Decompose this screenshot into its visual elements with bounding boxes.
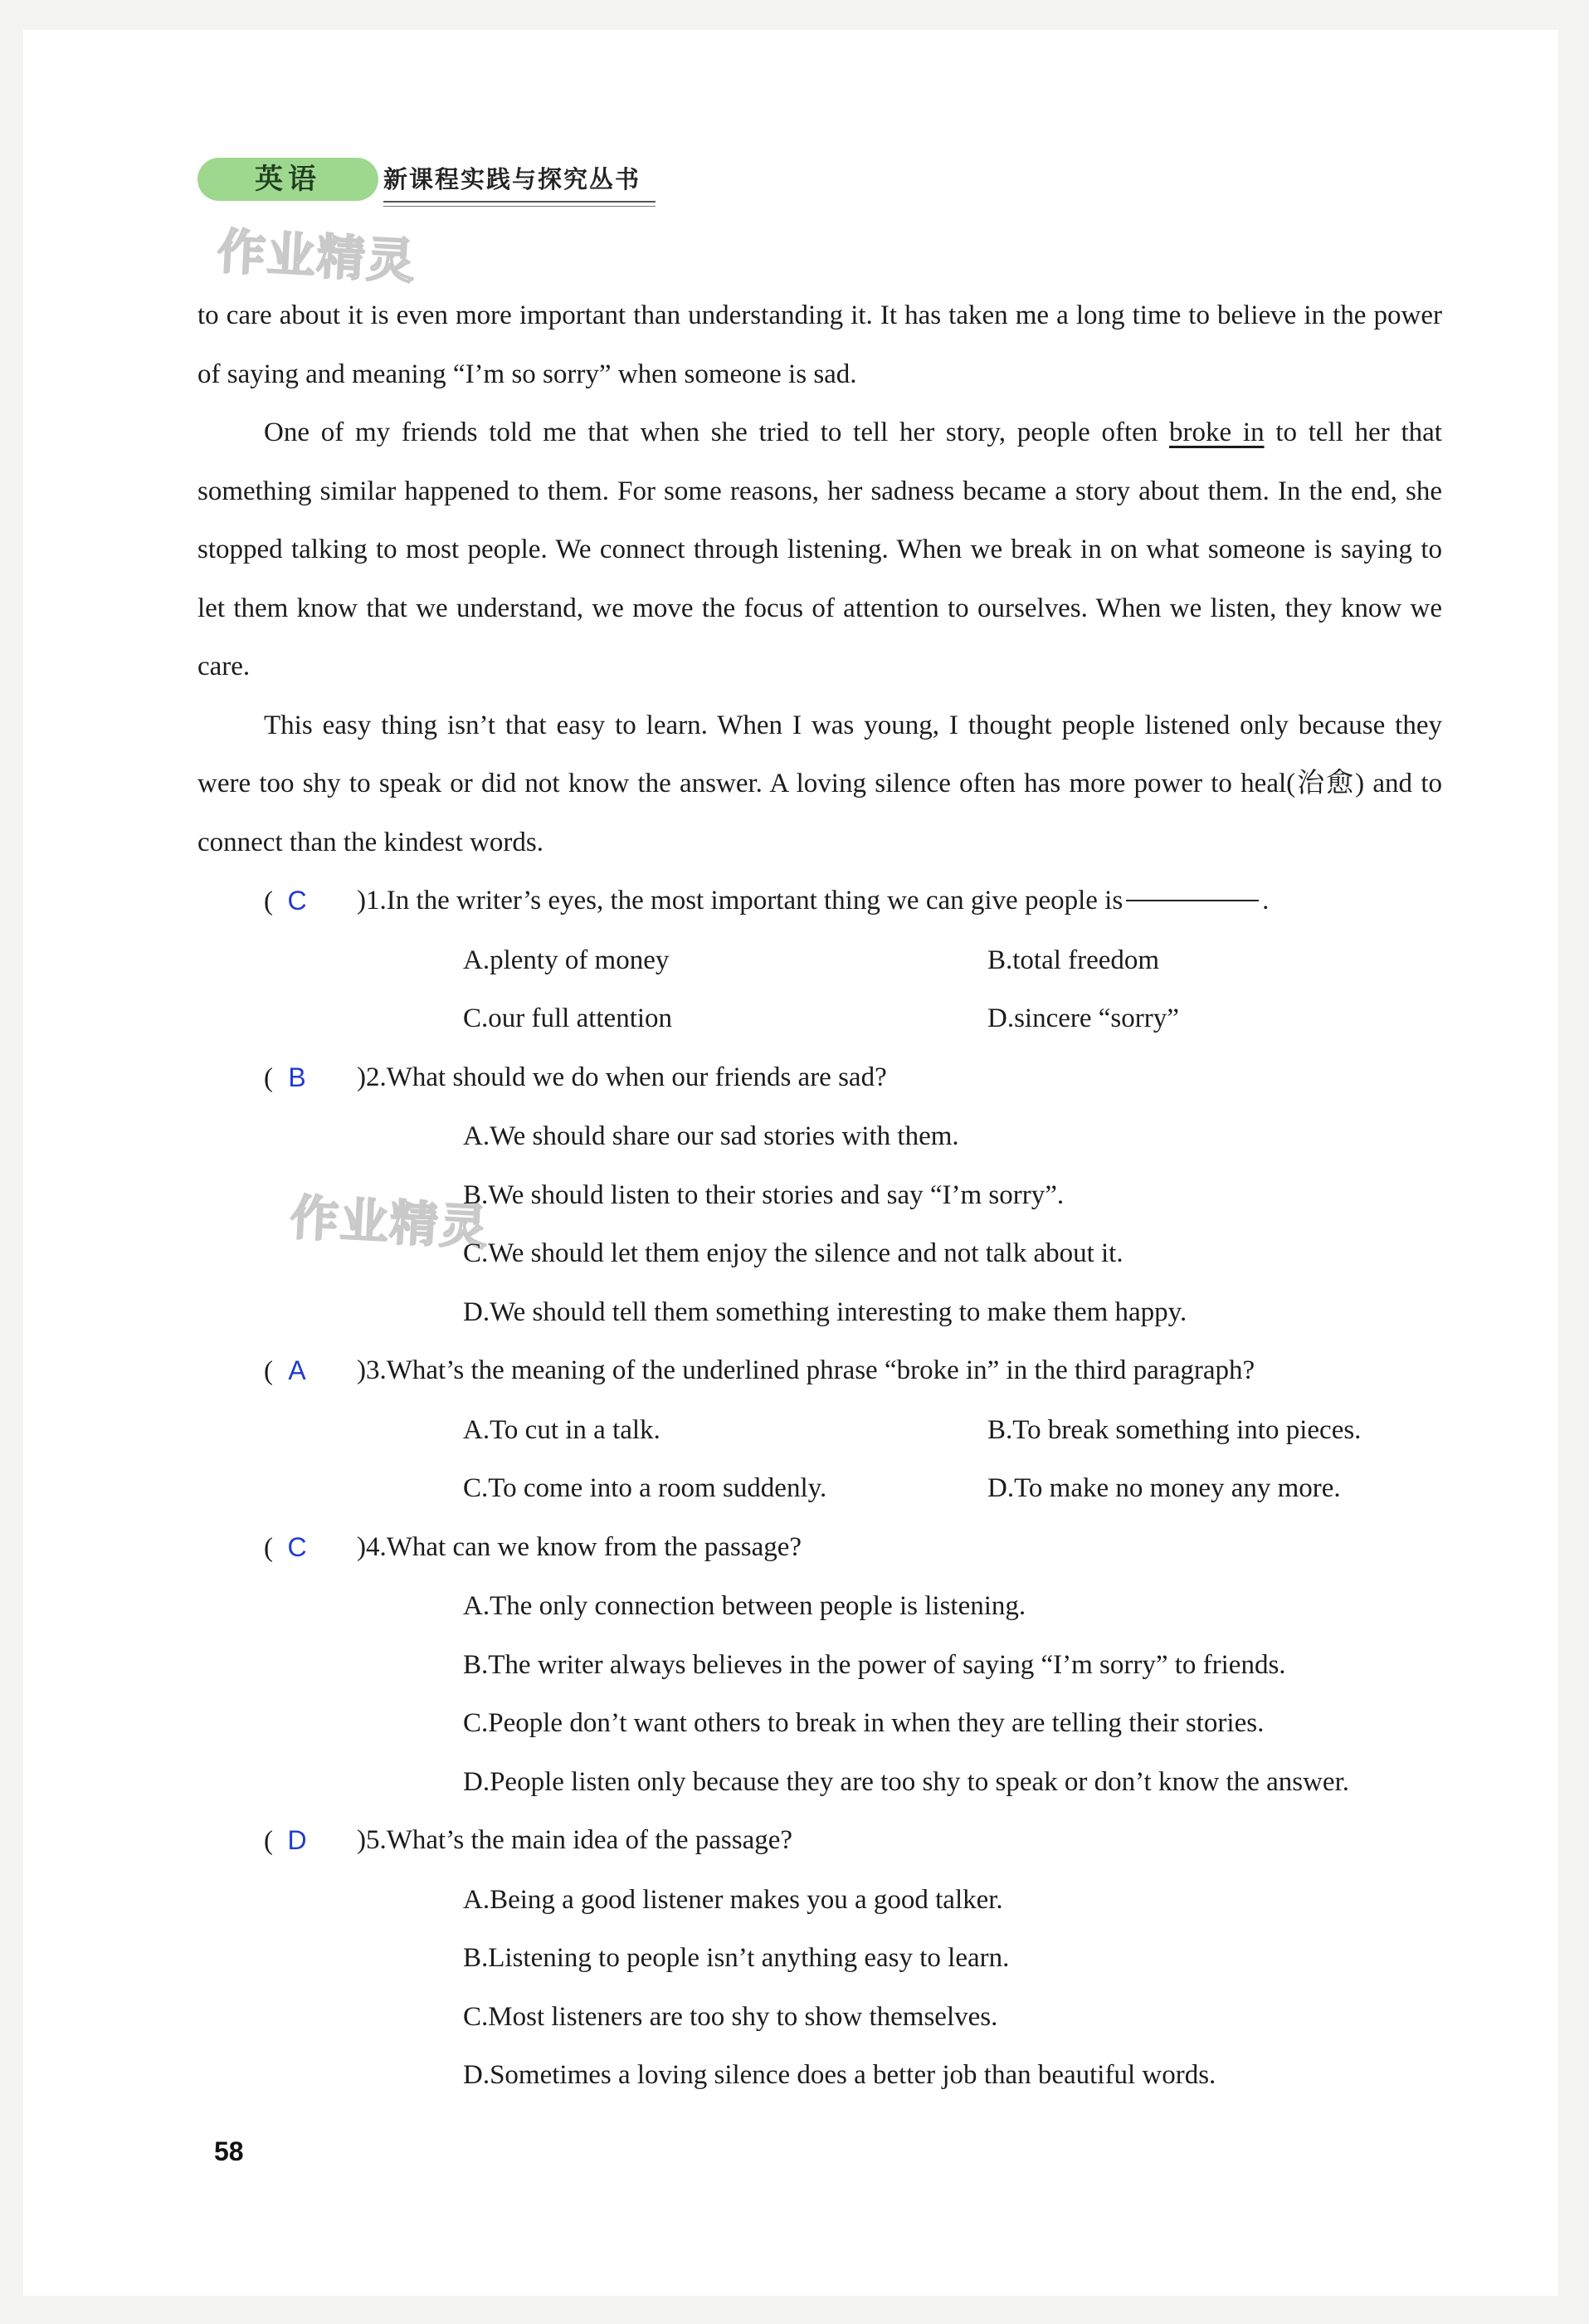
paragraph-1: to care about it is even more important than understanding it. It has taken me a long time to believe in the power of saying and meaning “I’m so sorry” when someone is sad. xyxy=(197,300,1442,389)
option-b: B.total freedom xyxy=(987,945,1160,975)
paren-open: ( xyxy=(264,1826,273,1856)
option-b: B.To break something into pieces. xyxy=(987,1414,1362,1445)
paragraph-3: This easy thing isn’t that easy to learn. When I was young, I thought people listened only because they were too shy to speak or did not know the answer. A loving silence often has more power to heal(治愈) and to connect than the kindest words. xyxy=(197,710,1442,857)
underlined-phrase: broke in xyxy=(1169,417,1265,447)
option-d: D.We should tell them something interesting to make them happy. xyxy=(463,1296,1187,1327)
question-5-stem: )5.What’s the main idea of the passage? xyxy=(357,1825,793,1855)
question-4-stem: )4.What can we know from the passage? xyxy=(357,1531,802,1562)
paren-open: ( xyxy=(264,1062,273,1093)
option-a: A.To cut in a talk. xyxy=(463,1414,660,1445)
question-3 xyxy=(197,1341,1442,1401)
option-d: D.People listen only because they are too shy to speak or don’t know the answer. xyxy=(463,1766,1349,1797)
answer-5: D xyxy=(287,1825,307,1855)
question-1-stem: )1.In the writer’s eyes, the most important thing we can give people is xyxy=(357,886,1124,915)
header-rule xyxy=(383,201,656,203)
question-1-stem-end: . xyxy=(1262,886,1270,915)
answer-4: C xyxy=(287,1531,307,1562)
page-header xyxy=(197,158,662,208)
option-c: C.our full attention xyxy=(463,1003,673,1033)
question-5-options xyxy=(197,1871,1442,2105)
paren-open: ( xyxy=(264,886,273,916)
question-2-stem: )2.What should we do when our friends are sad? xyxy=(357,1062,887,1092)
question-4 xyxy=(197,1518,1442,1578)
answer-2: B xyxy=(288,1062,306,1092)
watermark-middle: 作业精灵 xyxy=(289,1189,491,1257)
page-number: 58 xyxy=(214,2136,244,2166)
answer-1: C xyxy=(287,886,307,915)
passage-content xyxy=(197,286,1442,2105)
paragraph-2-end: to tell her that something similar happened to them. For some reasons, her sadness became a story about them. In the end, she stopped talking to most people. We connect through listening. When we break in on what someone is saying to let them know that we understand, we move the focus of attention to ourselves. When we listen, they know we care. xyxy=(197,417,1442,681)
question-3-stem: )3.What’s the meaning of the underlined phrase “broke in” in the third paragraph? xyxy=(357,1355,1255,1385)
question-2-options xyxy=(197,1107,1442,1341)
option-d: D.Sometimes a loving silence does a better job than beautiful words. xyxy=(463,2060,1216,2090)
question-2 xyxy=(197,1048,1442,1108)
option-b: B.We should listen to their stories and say “I’m sorry”. xyxy=(463,1179,1065,1210)
option-c: C.We should let them enjoy the silence and not talk about it. xyxy=(463,1238,1124,1268)
paragraph-2-start: One of my friends told me that when she tried to tell her story, people often xyxy=(264,417,1170,447)
subject-badge: 英语 xyxy=(197,158,378,201)
option-d: D.To make no money any more. xyxy=(987,1473,1341,1503)
option-d: D.sincere “sorry” xyxy=(987,1003,1179,1033)
option-c: C.To come into a room suddenly. xyxy=(463,1473,827,1503)
answer-blank xyxy=(1126,872,1259,901)
question-5 xyxy=(197,1811,1442,1871)
option-a: A.We should share our sad stories with them. xyxy=(463,1121,959,1151)
header-rule-thin xyxy=(383,206,656,207)
question-1 xyxy=(197,872,1442,931)
option-a: A.plenty of money xyxy=(463,945,670,975)
answer-3: A xyxy=(288,1355,306,1385)
option-a: A.Being a good listener makes you a good talker. xyxy=(463,1884,1003,1915)
option-b: B.The writer always believes in the power of saying “I’m sorry” to friends. xyxy=(463,1649,1286,1680)
option-a: A.The only connection between people is listening. xyxy=(463,1591,1026,1621)
option-c: C.People don’t want others to break in when they are telling their stories. xyxy=(463,1708,1265,1738)
series-title: 新课程实践与探究丛书 xyxy=(383,165,641,193)
option-c: C.Most listeners are too shy to show themselves. xyxy=(463,2001,998,2032)
question-3-options xyxy=(197,1401,1442,1518)
question-1-options xyxy=(197,931,1442,1048)
paragraph-2 xyxy=(197,403,1442,696)
question-4-options xyxy=(197,1577,1442,1811)
paren-open: ( xyxy=(264,1356,273,1386)
watermark-top: 作业精灵 xyxy=(216,222,418,290)
paren-open: ( xyxy=(264,1532,273,1563)
option-b: B.Listening to people isn’t anything easy to learn. xyxy=(463,1943,1010,1973)
